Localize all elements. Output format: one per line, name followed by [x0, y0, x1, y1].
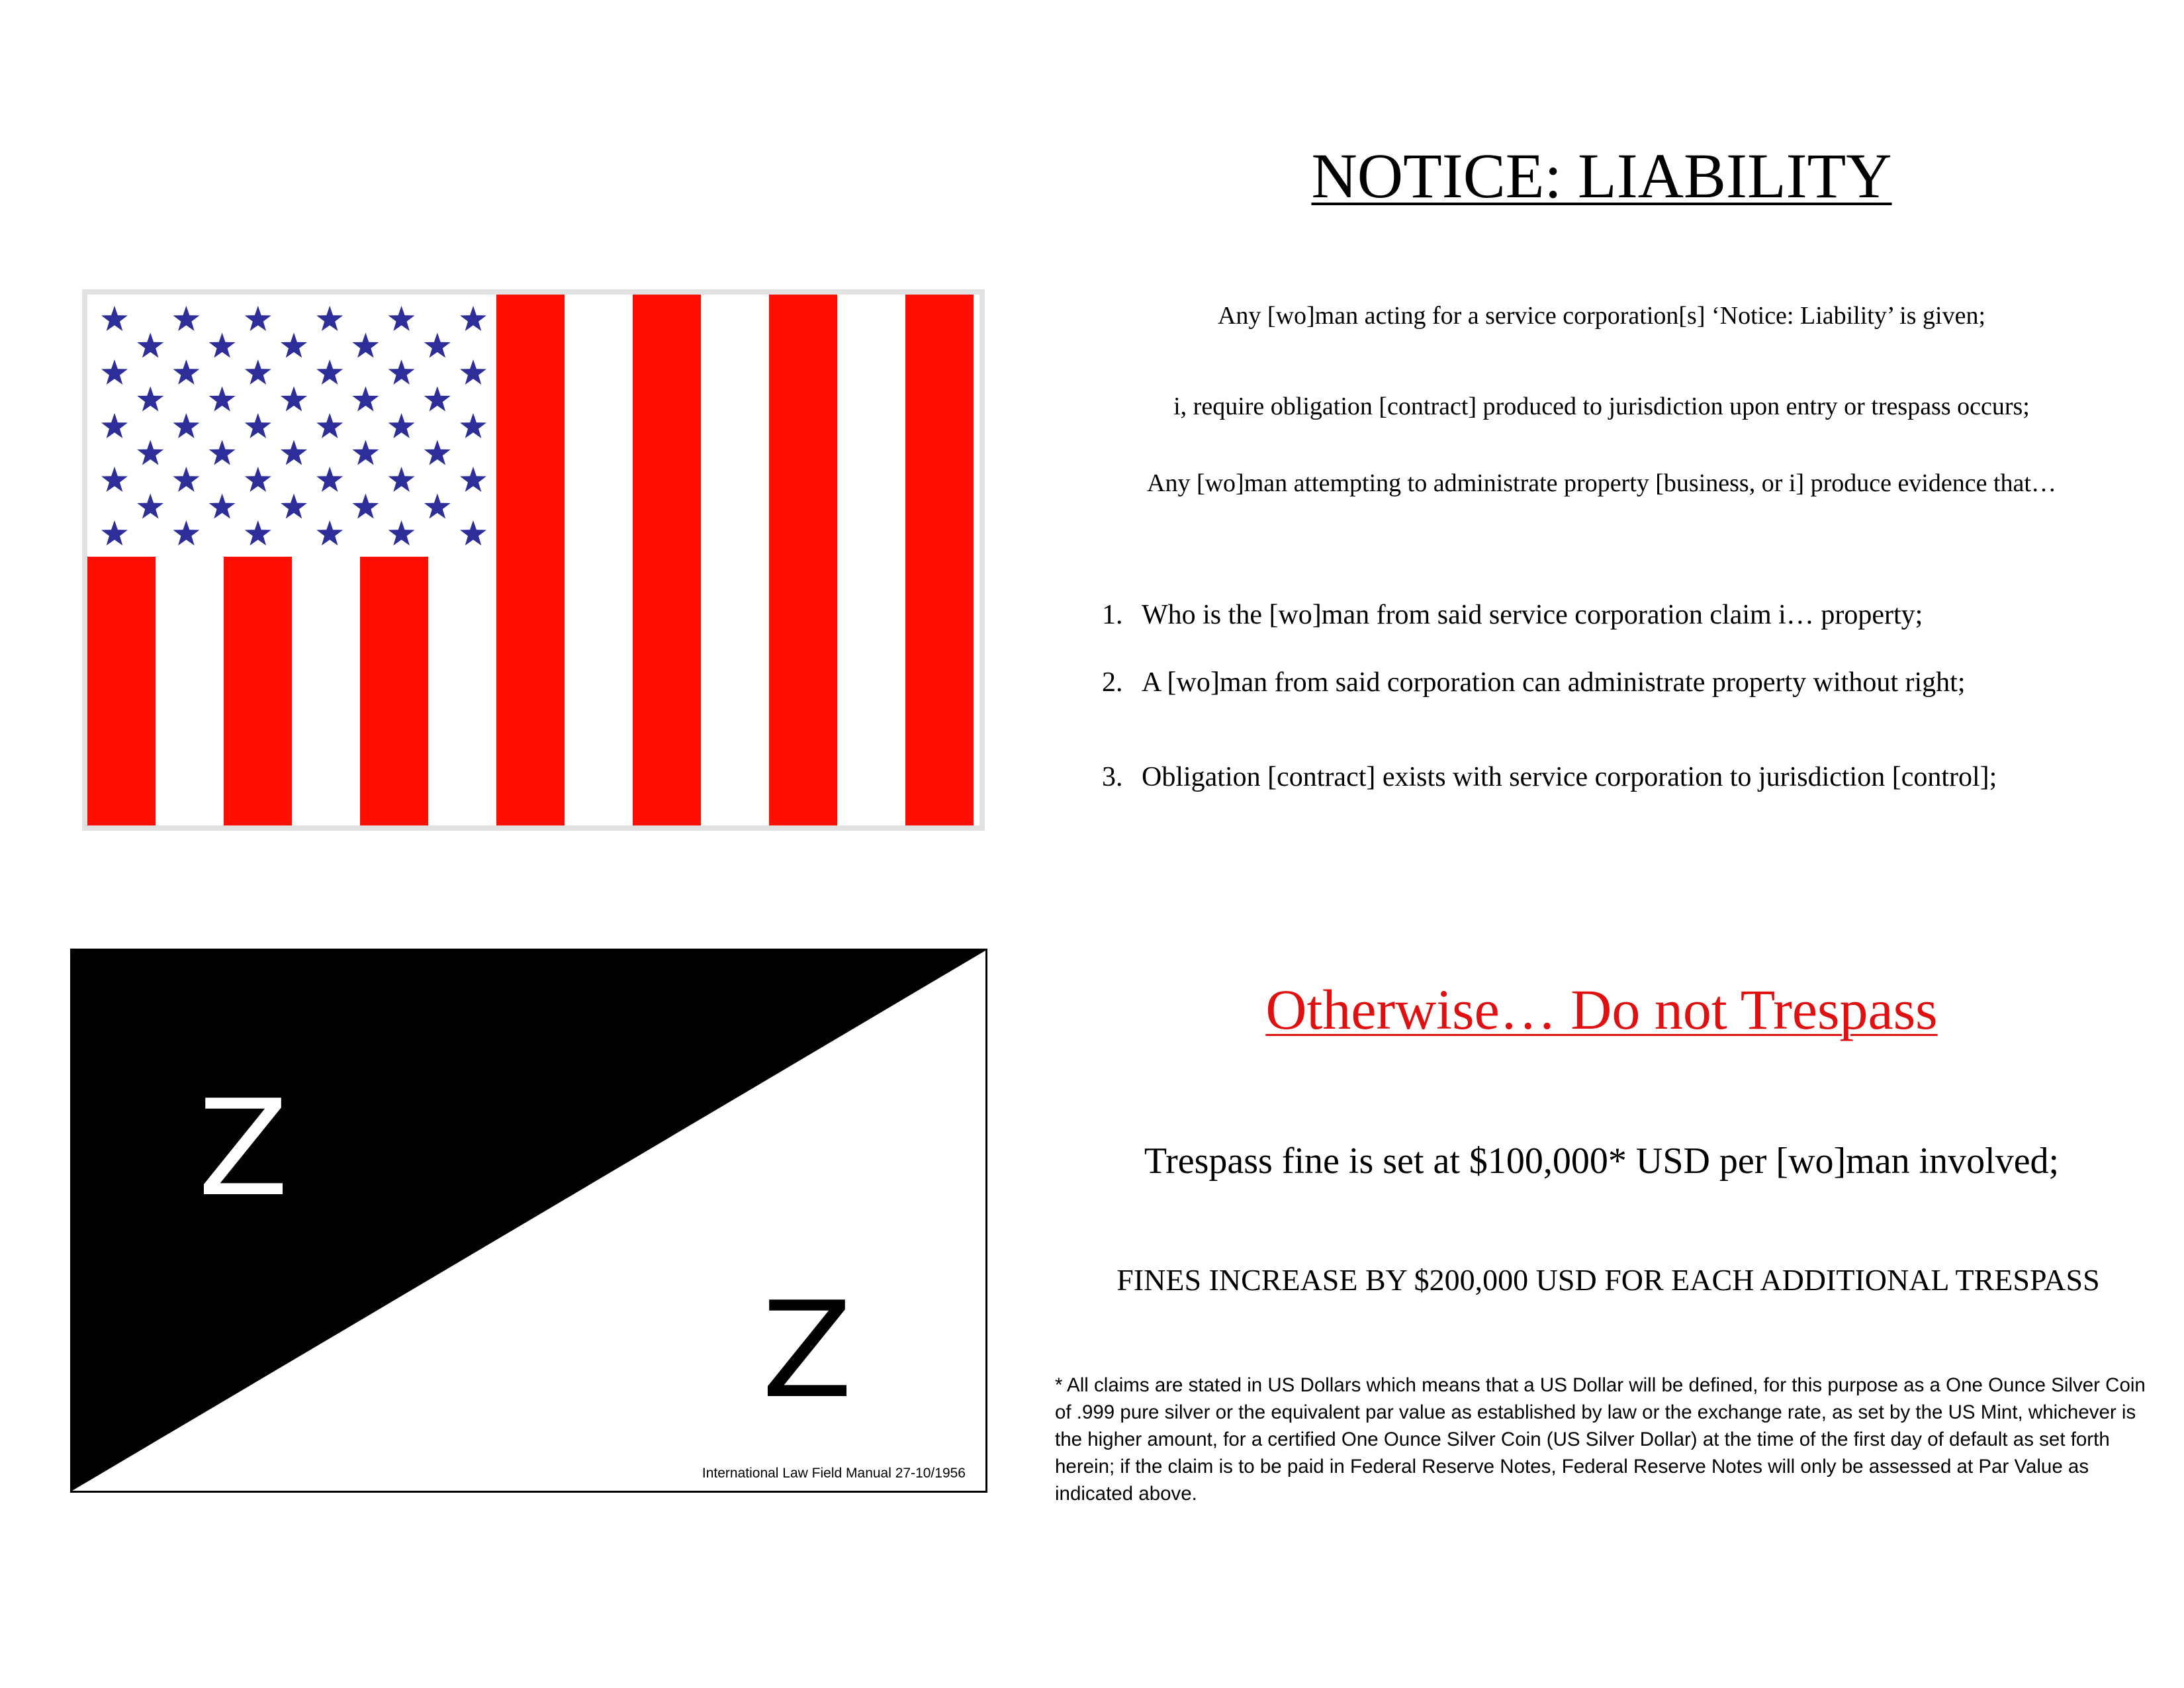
list-item-text: Who is the [wo]man from said service corporation claim i… property; [1142, 600, 1923, 630]
z-flag [70, 949, 987, 1493]
page-title: NOTICE: LIABILITY [1311, 140, 1892, 211]
intro-line: Any [wo]man acting for a service corporation[s] ‘Notice: Liability’ is given; [1217, 302, 1986, 330]
red-stripe [633, 295, 701, 825]
star-field [87, 295, 496, 557]
list-item [1102, 599, 1923, 631]
red-stripe [87, 557, 156, 825]
flag-image [87, 295, 979, 825]
intro-line: Any [wo]man attempting to administrate property [business, or i] produce evidence that… [1147, 469, 2056, 497]
list-item-text: A [wo]man from said corporation can administrate property without right; [1142, 667, 1966, 698]
red-stripe [224, 557, 292, 825]
trespass-warning: Otherwise… Do not Trespass [1265, 978, 1938, 1041]
intro-line: i, require obligation [contract] produced to jurisdiction upon entry or trespass occurs; [1173, 393, 2030, 420]
list-item [1102, 667, 1966, 698]
list-item [1102, 761, 1997, 793]
z-letter-bottom: Z [762, 1274, 853, 1428]
flag-caption: International Law Field Manual 27-10/1956 [702, 1466, 966, 1481]
fine-statement: Trespass fine is set at $100,000* USD per [wo]man involved; [1144, 1141, 2060, 1182]
footnote: * All claims are stated in US Dollars which means that a US Dollar will be defined, for this purpose as a One Ounce Silver Coin of .999 pure silver or the equivalent par value as established by law or the exchange rate, as set by the US Mint, whichever is the higher amount, for a certified One Ounce Silver Coin (US Silver Dollar) at the time of the first day of default as set forth herein; if the claim is to be paid in Federal Reserve Notes, Federal Reserve Notes will only be assessed at Par Value as indicated above. [1055, 1374, 2146, 1505]
red-stripe [360, 557, 428, 825]
red-stripe [905, 295, 974, 825]
red-stripe [769, 295, 837, 825]
list-item-number: 2. [1102, 667, 1123, 698]
list-item-number: 1. [1102, 600, 1123, 630]
list-item-text: Obligation [contract] exists with service corporation to jurisdiction [control]; [1142, 762, 1997, 792]
fine-increase-statement: FINES INCREASE BY $200,000 USD FOR EACH ADDITIONAL TRESPASS [1116, 1263, 2100, 1297]
z-letter-top: Z [198, 1072, 289, 1226]
red-stripe [496, 295, 565, 825]
list-item-number: 3. [1102, 762, 1123, 792]
stars-and-stripes-flag [82, 289, 985, 831]
